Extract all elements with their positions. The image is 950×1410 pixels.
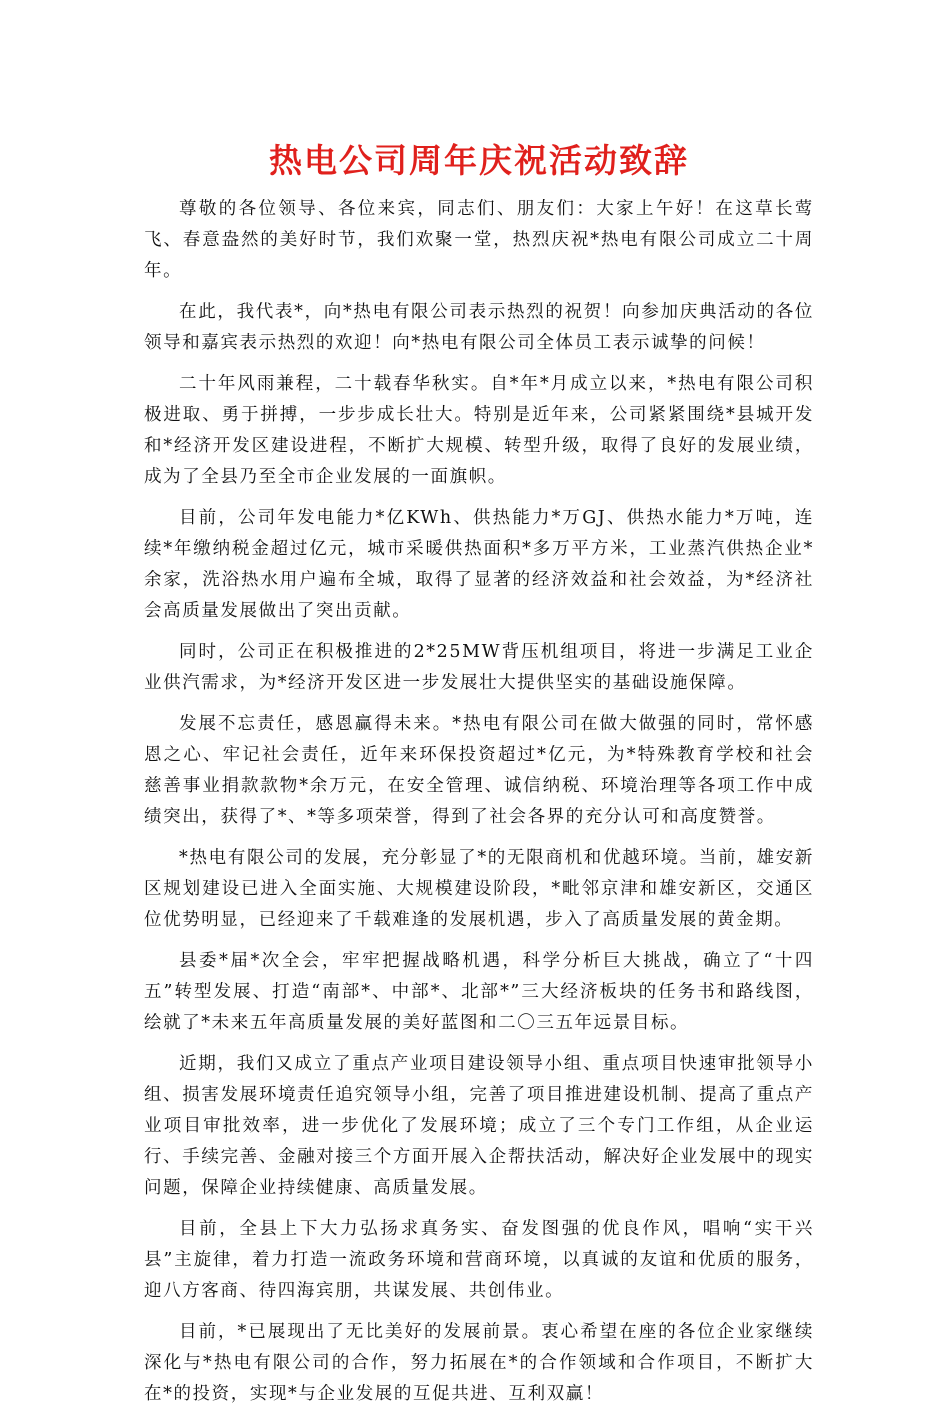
paragraph-congratulations: 在此，我代表*，向*热电有限公司表示热烈的祝贺！向参加庆典活动的各位领导和嘉宾表示热烈的欢迎！向*热电有限公司全体员工表示诚挚的问候！ xyxy=(144,302,814,353)
paragraph-opportunity: *热电有限公司的发展，充分彰显了*的无限商机和优越环境。当前，雄安新区规划建设已进入全面实施、大规模建设阶段，*毗邻京津和雄安新区，交通区位优势明显，已经迎来了千载难逢的发展机遇，步入了高质量发展的黄金期。 xyxy=(144,848,814,930)
paragraph-capacity: 目前，公司年发电能力*亿KWh、供热能力*万GJ、供热水能力*万吨，连续*年缴纳税金超过亿元，城市采暖供热面积*多万平方米，工业蒸汽供热企业*余家，洗浴热水用户遍布全城，取得了显著的经济效益和社会效益，为*经济社会高质量发展做出了突出贡献。 xyxy=(144,508,814,621)
paragraph-measures: 近期，我们又成立了重点产业项目建设领导小组、重点项目快速审批领导小组、损害发展环境责任追究领导小组，完善了项目推进建设机制、提高了重点产业项目审批效率，进一步优化了发展环境；成立了三个专门工作组，从企业运行、手续完善、金融对接三个方面开展入企帮扶活动，解决好企业发展中的现实问题，保障企业持续健康、高质量发展。 xyxy=(144,1054,814,1198)
paragraph-environment: 目前，全县上下大力弘扬求真务实、奋发图强的优良作风，唱响“实干兴县”主旋律，着力打造一流政务环境和营商环境，以真诚的友谊和优质的服务，迎八方客商、待四海宾朋，共谋发展、共创伟业。 xyxy=(144,1219,814,1301)
paragraph-project: 同时，公司正在积极推进的2*25MW背压机组项目，将进一步满足工业企业供汽需求，为*经济开发区进一步发展壮大提供坚实的基础设施保障。 xyxy=(144,642,814,693)
document-title: 热电公司周年庆祝活动致辞 xyxy=(269,141,689,180)
paragraph-responsibility: 发展不忘责任，感恩赢得未来。*热电有限公司在做大做强的同时，常怀感恩之心、牢记社会责任，近年来环保投资超过*亿元，为*特殊教育学校和社会慈善事业捐款款物*余万元，在安全管理、诚信纳税、环境治理等各项工作中成绩突出，获得了*、*等多项荣誉，得到了社会各界的充分认可和高度赞誉。 xyxy=(144,714,814,827)
paragraph-greeting: 尊敬的各位领导、各位来宾，同志们、朋友们：大家上午好！在这草长莺飞、春意盎然的美好时节，我们欢聚一堂，热烈庆祝*热电有限公司成立二十周年。 xyxy=(144,199,814,281)
paragraph-strategy: 县委*届*次全会，牢牢把握战略机遇，科学分析巨大挑战，确立了“十四五”转型发展、打造“南部*、中部*、北部*”三大经济板块的任务书和路线图，绘就了*未来五年高质量发展的美好蓝图和二〇三五年远景目标。 xyxy=(144,951,814,1033)
paragraph-history: 二十年风雨兼程，二十载春华秋实。自*年*月成立以来，*热电有限公司积极进取、勇于拼搏，一步步成长壮大。特别是近年来，公司紧紧围绕*县城开发和*经济开发区建设进程，不断扩大规模、转型升级，取得了良好的发展业绩，成为了全县乃至全市企业发展的一面旗帜。 xyxy=(144,374,814,487)
paragraph-closing: 目前，*已展现出了无比美好的发展前景。衷心希望在座的各位企业家继续深化与*热电有限公司的合作，努力拓展在*的合作领域和合作项目，不断扩大在*的投资，实现*与企业发展的互促共进、互利双赢！ xyxy=(144,1322,814,1404)
